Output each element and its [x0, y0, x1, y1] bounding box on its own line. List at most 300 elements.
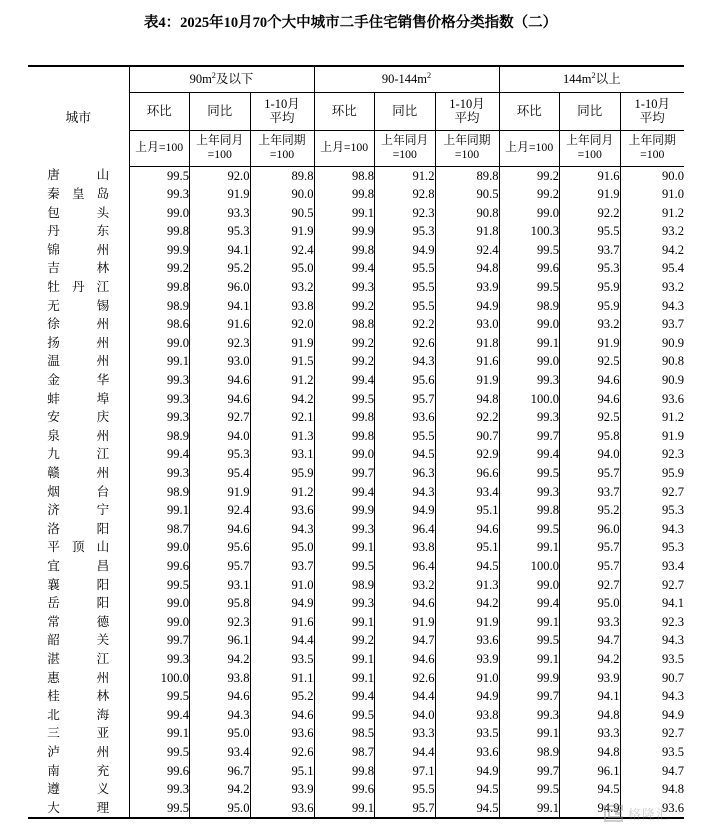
- value-cell: 95.1: [250, 762, 314, 781]
- value-cell: 99.1: [314, 650, 375, 669]
- table-row: [28, 762, 684, 781]
- value-cell: 93.7: [560, 483, 621, 502]
- measure-avg-line2-2: 平均: [454, 111, 480, 125]
- price-index-table-container: [28, 65, 685, 819]
- value-cell: 93.8: [435, 706, 499, 725]
- header-row-group: [28, 66, 684, 92]
- row-city-cell: [28, 576, 129, 595]
- value-cell: 92.2: [435, 408, 499, 427]
- value-cell: 93.0: [190, 352, 251, 371]
- value-cell: 99.0: [499, 576, 560, 595]
- value-cell: 99.5: [314, 706, 375, 725]
- value-cell: 98.9: [499, 297, 560, 316]
- city-name: 洛阳: [47, 521, 110, 536]
- value-cell: 94.6: [190, 371, 251, 390]
- city-name: 赣州: [47, 466, 110, 480]
- value-cell: 95.9: [661, 466, 685, 480]
- row-city-cell: [28, 297, 129, 316]
- base-avg-line2-1: =100: [269, 147, 295, 161]
- value-cell: 95.4: [190, 464, 251, 483]
- base-header-mom-3: 上月=100: [499, 130, 560, 166]
- measure-header-mom-2: 环比: [314, 92, 375, 130]
- row-city-cell: [28, 724, 129, 743]
- value-cell: 93.5: [250, 650, 314, 669]
- city-name: 岳阳: [47, 596, 110, 611]
- value-cell: 99.0: [129, 594, 190, 613]
- value-cell: 91.9: [190, 483, 251, 502]
- value-cell: 98.7: [129, 520, 190, 539]
- value-cell: 94.3: [661, 689, 685, 704]
- value-cell: 94.6: [435, 520, 499, 539]
- value-cell: 94.3: [661, 633, 685, 648]
- base-yoy-line2-3: =100: [577, 147, 602, 161]
- measure-avg-line1-1: 1-10月: [264, 96, 300, 111]
- value-cell: 94.9: [560, 799, 621, 819]
- value-cell: 99.0: [129, 334, 190, 353]
- city-name: 蚌埠: [47, 391, 110, 406]
- value-cell: 99.1: [314, 538, 375, 557]
- value-cell: 99.0: [314, 445, 375, 464]
- value-cell: 94.6: [190, 520, 251, 539]
- table-row: [28, 501, 684, 520]
- value-cell: 99.3: [499, 483, 560, 502]
- value-cell: 95.3: [661, 540, 685, 555]
- table-row: [28, 613, 684, 632]
- table-row: [28, 334, 684, 353]
- value-cell: 92.3: [190, 613, 251, 632]
- table-row: [28, 241, 684, 260]
- value-cell: 99.7: [499, 762, 560, 781]
- row-city-cell: [28, 445, 129, 464]
- row-city-cell: [28, 408, 129, 427]
- value-cell: 99.2: [129, 259, 190, 278]
- value-cell: 94.6: [560, 371, 621, 390]
- value-cell: 96.4: [375, 520, 436, 539]
- value-cell: 92.6: [375, 334, 436, 353]
- value-cell: 93.8: [375, 538, 436, 557]
- value-cell: 99.3: [314, 278, 375, 297]
- value-cell: 95.7: [560, 464, 621, 483]
- value-cell: 95.1: [435, 501, 499, 520]
- value-cell: 99.4: [129, 706, 190, 725]
- city-name: 九江: [47, 447, 110, 462]
- value-cell: 93.4: [435, 483, 499, 502]
- value-cell: 99.2: [314, 297, 375, 316]
- value-cell: 99.4: [314, 483, 375, 502]
- value-cell: 99.8: [314, 185, 375, 204]
- row-city-cell: [28, 315, 129, 334]
- value-cell: 99.9: [499, 669, 560, 688]
- value-cell: 95.9: [250, 464, 314, 483]
- value-cell: 92.9: [435, 445, 499, 464]
- column-header-city: 城市: [28, 66, 129, 166]
- value-cell: 95.0: [250, 259, 314, 278]
- value-cell: 98.9: [129, 427, 190, 446]
- city-name: 常德: [47, 614, 110, 629]
- value-cell: 93.8: [250, 297, 314, 316]
- value-cell: 92.7: [661, 577, 685, 592]
- value-cell: 95.9: [560, 297, 621, 316]
- row-city-cell: [28, 538, 129, 557]
- base-avg-line2-3: =100: [640, 147, 665, 161]
- table-row: [28, 780, 684, 799]
- value-cell: 94.3: [375, 483, 436, 502]
- value-cell: 95.2: [250, 687, 314, 706]
- measure-header-mom-1: 环比: [129, 92, 190, 130]
- value-cell: 99.5: [129, 799, 190, 819]
- city-name: 大理: [47, 800, 110, 815]
- base-header-mom-1: 上月=100: [129, 130, 190, 166]
- base-header-avg-1: [250, 130, 314, 166]
- value-cell: 94.5: [435, 557, 499, 576]
- value-cell: 93.4: [190, 743, 251, 762]
- value-cell: 94.8: [435, 390, 499, 409]
- table-row: [28, 631, 684, 650]
- city-name: 安庆: [47, 410, 110, 425]
- price-index-table: [28, 65, 684, 819]
- value-cell: 94.7: [375, 631, 436, 650]
- value-cell: 99.5: [129, 687, 190, 706]
- value-cell: 98.5: [314, 724, 375, 743]
- value-cell: 93.2: [661, 224, 685, 239]
- value-cell: 99.2: [314, 334, 375, 353]
- value-cell: 93.9: [560, 669, 621, 688]
- value-cell: 99.5: [499, 780, 560, 799]
- value-cell: 99.1: [499, 334, 560, 353]
- table-row: [28, 706, 684, 725]
- value-cell: 95.9: [560, 278, 621, 297]
- group-header-under-90: [129, 66, 314, 92]
- value-cell: 94.8: [560, 706, 621, 725]
- value-cell: 91.9: [435, 371, 499, 390]
- city-name: 吉林: [47, 261, 110, 276]
- value-cell: 94.7: [661, 763, 685, 778]
- value-cell: 92.3: [190, 334, 251, 353]
- value-cell: 94.2: [435, 594, 499, 613]
- value-cell: 93.2: [560, 315, 621, 334]
- value-cell: 95.2: [560, 501, 621, 520]
- value-cell: 94.1: [661, 596, 685, 611]
- value-cell: 93.7: [560, 241, 621, 260]
- value-cell: 99.3: [129, 464, 190, 483]
- value-cell: 99.1: [499, 724, 560, 743]
- measure-avg-line2-1: 平均: [269, 111, 295, 125]
- value-cell: 99.6: [314, 780, 375, 799]
- row-city-cell: [28, 687, 129, 706]
- row-city-cell: [28, 799, 129, 819]
- row-city-cell: [28, 706, 129, 725]
- value-cell: 99.3: [129, 185, 190, 204]
- value-cell: 99.5: [129, 166, 190, 185]
- table-row: [28, 297, 684, 316]
- base-yoy-line2-1: =100: [207, 147, 232, 161]
- value-cell: 95.5: [375, 427, 436, 446]
- value-cell: 91.3: [435, 576, 499, 595]
- value-cell: 91.6: [560, 166, 621, 185]
- value-cell: 91.9: [661, 428, 685, 443]
- city-name: 无锡: [47, 298, 110, 313]
- value-cell: 99.0: [499, 352, 560, 371]
- row-city-cell: [28, 743, 129, 762]
- city-name: 桂林: [47, 689, 110, 704]
- table-row: [28, 204, 684, 223]
- row-city-cell: [28, 650, 129, 669]
- value-cell: 99.1: [499, 538, 560, 557]
- row-city-cell: [28, 483, 129, 502]
- value-cell: 99.4: [129, 445, 190, 464]
- city-name: 襄阳: [47, 577, 110, 592]
- value-cell: 99.3: [499, 371, 560, 390]
- value-cell: 93.6: [620, 799, 684, 819]
- value-cell: 99.6: [499, 259, 560, 278]
- value-cell: 91.5: [250, 352, 314, 371]
- value-cell: 95.5: [375, 259, 436, 278]
- value-cell: 94.9: [435, 762, 499, 781]
- value-cell: 99.5: [314, 557, 375, 576]
- table-row: [28, 538, 684, 557]
- city-name: 平顶山: [47, 540, 110, 555]
- measure-header-yoy-3: 同比: [560, 92, 621, 130]
- city-name: 扬州: [47, 335, 110, 350]
- base-header-avg-2: [435, 130, 499, 166]
- value-cell: 99.8: [314, 427, 375, 446]
- value-cell: 99.0: [499, 204, 560, 223]
- city-name: 南充: [47, 763, 110, 778]
- value-cell: 99.6: [129, 762, 190, 781]
- value-cell: 94.5: [435, 780, 499, 799]
- value-cell: 94.9: [250, 594, 314, 613]
- value-cell: 95.7: [375, 799, 436, 819]
- value-cell: 94.4: [250, 631, 314, 650]
- value-cell: 94.5: [375, 445, 436, 464]
- value-cell: 95.0: [560, 594, 621, 613]
- value-cell: 93.2: [375, 576, 436, 595]
- value-cell: 91.8: [435, 222, 499, 241]
- value-cell: 99.3: [499, 706, 560, 725]
- measure-header-mom-3: 环比: [499, 92, 560, 130]
- row-city-cell: [28, 613, 129, 632]
- value-cell: 91.9: [560, 185, 621, 204]
- table-row: [28, 594, 684, 613]
- value-cell: 99.5: [129, 743, 190, 762]
- group-label-main-1: 90m: [189, 72, 212, 87]
- value-cell: 94.6: [190, 390, 251, 409]
- value-cell: 95.1: [435, 538, 499, 557]
- value-cell: 94.4: [375, 743, 436, 762]
- table-row: [28, 743, 684, 762]
- table-row: [28, 576, 684, 595]
- row-city-cell: [28, 557, 129, 576]
- value-cell: 95.3: [375, 222, 436, 241]
- row-city-cell: [28, 669, 129, 688]
- base-header-avg-3: [620, 130, 684, 166]
- value-cell: 99.9: [314, 222, 375, 241]
- city-name: 包头: [47, 205, 110, 220]
- value-cell: 90.7: [435, 427, 499, 446]
- value-cell: 94.8: [661, 782, 685, 797]
- row-city-cell: [28, 334, 129, 353]
- measure-header-yoy-1: 同比: [190, 92, 251, 130]
- value-cell: 90.9: [661, 335, 685, 350]
- city-name: 韶关: [47, 633, 110, 648]
- value-cell: 91.6: [435, 352, 499, 371]
- value-cell: 99.0: [129, 204, 190, 223]
- value-cell: 99.7: [499, 427, 560, 446]
- value-cell: 94.2: [190, 650, 251, 669]
- group-label-tail-3: 以上: [595, 72, 621, 87]
- group-header-over-144: [499, 66, 684, 92]
- table-row: [28, 371, 684, 390]
- value-cell: 96.0: [560, 520, 621, 539]
- value-cell: 92.4: [190, 501, 251, 520]
- value-cell: 93.6: [375, 408, 436, 427]
- value-cell: 98.9: [314, 576, 375, 595]
- table-row: [28, 222, 684, 241]
- value-cell: 92.0: [250, 315, 314, 334]
- value-cell: 95.7: [560, 557, 621, 576]
- value-cell: 95.7: [375, 390, 436, 409]
- value-cell: 94.2: [190, 780, 251, 799]
- value-cell: 90.5: [435, 185, 499, 204]
- base-avg-line1-3: 上年同期: [628, 133, 676, 148]
- value-cell: 94.3: [661, 298, 685, 313]
- value-cell: 94.6: [375, 594, 436, 613]
- value-cell: 97.1: [375, 762, 436, 781]
- table-row: [28, 464, 684, 483]
- value-cell: 96.1: [190, 631, 251, 650]
- value-cell: 99.6: [129, 557, 190, 576]
- value-cell: 99.2: [499, 166, 560, 185]
- value-cell: 93.3: [560, 724, 621, 743]
- row-city-cell: [28, 352, 129, 371]
- value-cell: 95.0: [190, 724, 251, 743]
- value-cell: 98.6: [129, 315, 190, 334]
- measure-avg-line2-3: 平均: [639, 111, 665, 125]
- value-cell: 92.0: [190, 166, 251, 185]
- value-cell: 92.4: [435, 241, 499, 260]
- table-body: [28, 166, 684, 818]
- value-cell: 99.1: [499, 650, 560, 669]
- value-cell: 99.9: [314, 501, 375, 520]
- value-cell: 89.8: [435, 166, 499, 185]
- value-cell: 91.1: [250, 669, 314, 688]
- base-yoy-line2-2: =100: [392, 147, 417, 161]
- value-cell: 93.9: [435, 650, 499, 669]
- value-cell: 90.5: [250, 204, 314, 223]
- value-cell: 96.3: [375, 464, 436, 483]
- measure-header-yoy-2: 同比: [375, 92, 436, 130]
- value-cell: 92.5: [560, 408, 621, 427]
- value-cell: 93.6: [250, 799, 314, 819]
- value-cell: 93.7: [250, 557, 314, 576]
- value-cell: 92.4: [250, 241, 314, 260]
- value-cell: 93.0: [435, 315, 499, 334]
- group-label-tail-1: 及以下: [215, 72, 254, 87]
- value-cell: 95.4: [661, 261, 685, 276]
- value-cell: 94.2: [250, 390, 314, 409]
- value-cell: 94.8: [560, 743, 621, 762]
- base-avg-line1-2: 上年同期: [443, 133, 491, 148]
- value-cell: 93.9: [435, 278, 499, 297]
- value-cell: 92.8: [375, 185, 436, 204]
- value-cell: 92.3: [661, 447, 685, 462]
- value-cell: 99.2: [314, 352, 375, 371]
- city-name: 宜昌: [47, 558, 110, 573]
- city-name: 济宁: [47, 503, 110, 518]
- value-cell: 90.7: [661, 670, 685, 685]
- value-cell: 94.1: [190, 297, 251, 316]
- measure-avg-line1-2: 1-10月: [449, 96, 485, 111]
- value-cell: 96.6: [435, 464, 499, 483]
- value-cell: 93.2: [661, 280, 685, 295]
- value-cell: 99.5: [499, 631, 560, 650]
- value-cell: 95.5: [560, 222, 621, 241]
- value-cell: 99.4: [499, 594, 560, 613]
- value-cell: 92.3: [375, 204, 436, 223]
- value-cell: 90.0: [661, 168, 685, 183]
- measure-header-avg-2: [435, 92, 499, 130]
- table-row: [28, 166, 684, 185]
- value-cell: 91.9: [375, 613, 436, 632]
- value-cell: 93.1: [250, 445, 314, 464]
- value-cell: 93.5: [435, 724, 499, 743]
- table-row: [28, 724, 684, 743]
- value-cell: 99.5: [499, 241, 560, 260]
- value-cell: 95.3: [661, 503, 685, 518]
- city-name: 遵义: [47, 782, 110, 797]
- value-cell: 92.2: [560, 204, 621, 223]
- value-cell: 99.4: [499, 445, 560, 464]
- group-label-sup-1: 2: [211, 70, 216, 80]
- city-name: 惠州: [47, 670, 110, 685]
- city-name: 泸州: [47, 744, 110, 759]
- value-cell: 95.3: [190, 222, 251, 241]
- base-header-yoy-2: [375, 130, 436, 166]
- value-cell: 93.6: [661, 391, 685, 406]
- city-name: 泉州: [47, 428, 110, 443]
- value-cell: 93.3: [375, 724, 436, 743]
- value-cell: 99.3: [314, 594, 375, 613]
- value-cell: 99.3: [499, 408, 560, 427]
- value-cell: 100.0: [129, 669, 190, 688]
- value-cell: 93.3: [190, 204, 251, 223]
- value-cell: 94.1: [560, 687, 621, 706]
- value-cell: 100.0: [499, 390, 560, 409]
- value-cell: 99.1: [129, 724, 190, 743]
- value-cell: 94.7: [560, 631, 621, 650]
- value-cell: 99.1: [314, 799, 375, 819]
- value-cell: 91.0: [661, 187, 685, 202]
- value-cell: 93.8: [190, 669, 251, 688]
- city-name: 锦州: [47, 242, 110, 257]
- watermark-text: 格隆汇: [628, 807, 671, 822]
- value-cell: 96.4: [375, 557, 436, 576]
- value-cell: 99.2: [499, 185, 560, 204]
- value-cell: 91.9: [250, 334, 314, 353]
- city-name: 三亚: [47, 726, 110, 741]
- value-cell: 92.6: [250, 743, 314, 762]
- page-title: 表4：2025年10月70个大中城市二手住宅销售价格分类指数（二）: [143, 15, 558, 31]
- value-cell: 95.6: [190, 538, 251, 557]
- row-city-cell: [28, 390, 129, 409]
- value-cell: 89.8: [250, 166, 314, 185]
- value-cell: 91.2: [661, 205, 685, 220]
- row-city-cell: [28, 594, 129, 613]
- value-cell: 99.4: [314, 687, 375, 706]
- value-cell: 98.9: [499, 743, 560, 762]
- city-name: 北海: [47, 707, 110, 722]
- row-city-cell: [28, 631, 129, 650]
